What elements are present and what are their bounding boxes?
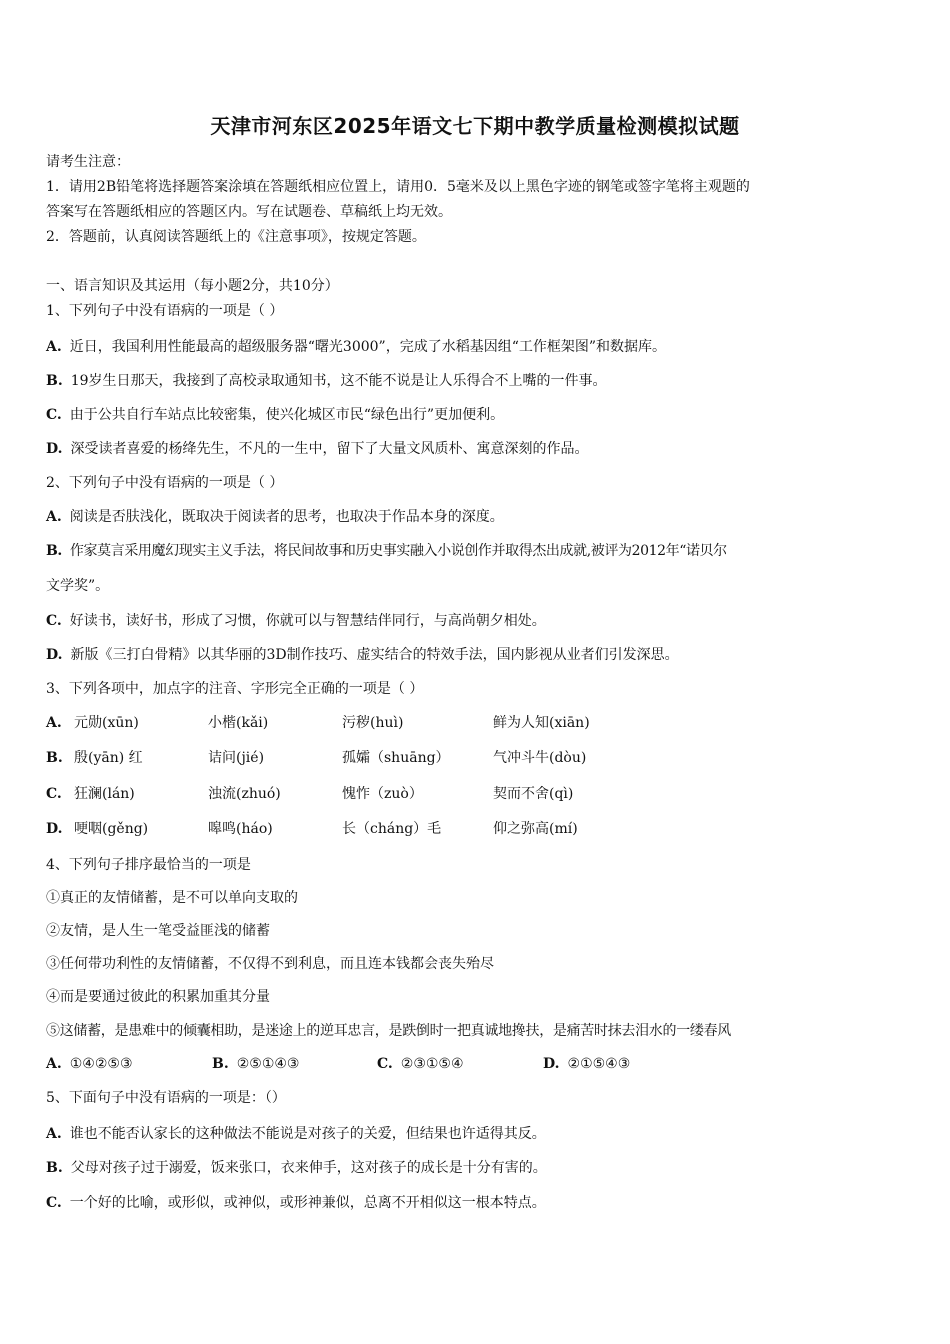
q3-row-d-c2: 嗥鸣(háo) bbox=[208, 821, 273, 837]
q3-row-a-c3: 污秽(huì) bbox=[342, 715, 404, 731]
q3-row-d-tag: D. bbox=[46, 821, 63, 837]
page-title: 天津市河东区2025年语文七下期中教学质量检测模拟试题 bbox=[210, 114, 740, 138]
option-tag: A. bbox=[46, 1126, 62, 1142]
notice-heading: 请考生注意： bbox=[46, 154, 130, 170]
option-text: ②①⑤④③ bbox=[567, 1056, 631, 1072]
option-text: 作家莫言采用魔幻现实主义手法，将民间故事和历史事实融入小说创作并取得杰出成就,被评为2012年“诺贝尔 bbox=[69, 543, 727, 559]
option-tag: C. bbox=[377, 1056, 393, 1072]
q3-row-c-c4: 契而不舍(qì) bbox=[493, 786, 574, 802]
q4-sentence-3: ③任何带功利性的友情储蓄，不仅得不到利息，而且连本钱都会丧失殆尽 bbox=[46, 956, 494, 972]
option-text: ②③①⑤④ bbox=[400, 1056, 464, 1072]
option-text: 新版《三打白骨精》以其华丽的3D制作技巧、虚实结合的特效手法，国内影视从业者们引发深思。 bbox=[70, 647, 679, 663]
option-text: 一个好的比喻，或形似，或神似，或形神兼似，总离不开相似这一根本特点。 bbox=[69, 1195, 546, 1211]
option-tag: A. bbox=[46, 339, 62, 355]
option-tag: B. bbox=[212, 1056, 229, 1072]
q5-option-a bbox=[46, 1124, 546, 1144]
question-1-stem: 1、下列句子中没有语病的一项是（ ） bbox=[46, 303, 284, 319]
section-heading: 一、语言知识及其运用（每小题2分，共10分） bbox=[46, 278, 339, 294]
option-text: 好读书，读好书，形成了习惯，你就可以与智慧结伴同行，与高尚朝夕相处。 bbox=[69, 613, 546, 629]
q2-option-b-continued: 文学奖”。 bbox=[46, 578, 110, 594]
option-text: 深受读者喜爱的杨绛先生，不凡的一生中，留下了大量文风质朴、寓意深刻的作品。 bbox=[70, 441, 589, 457]
notice-item-2: 2．答题前，认真阅读答题纸上的《注意事项》，按规定答题。 bbox=[46, 229, 426, 245]
q2-option-b bbox=[46, 541, 727, 561]
q3-row-c-c2: 浊流(zhuó) bbox=[208, 786, 281, 802]
question-5-stem: 5、下面句子中没有语病的一项是：（） bbox=[46, 1090, 286, 1106]
q3-row-c-tag: C. bbox=[46, 786, 62, 802]
q1-option-a bbox=[46, 337, 666, 357]
q4-sentence-2: ②友情，是人生一笔受益匪浅的储蓄 bbox=[46, 923, 270, 939]
q3-row-b-c2: 诘问(jié) bbox=[208, 750, 265, 766]
option-tag: D. bbox=[46, 441, 63, 457]
q5-option-c bbox=[46, 1193, 546, 1213]
q3-row-c-c3: 愧怍（zuò） bbox=[342, 786, 423, 802]
option-tag: C. bbox=[46, 613, 62, 629]
q3-row-b-c1: 殷(yān) 红 bbox=[74, 750, 143, 766]
option-text: 19岁生日那天，我接到了高校录取通知书，这不能不说是让人乐得合不上嘴的一件事。 bbox=[70, 373, 607, 389]
option-tag: B. bbox=[46, 373, 63, 389]
option-tag: C. bbox=[46, 1195, 62, 1211]
q3-row-a-c2: 小楷(kǎi) bbox=[208, 715, 269, 731]
option-text: ②⑤①④③ bbox=[236, 1056, 300, 1072]
q2-option-c bbox=[46, 611, 546, 631]
q2-option-a bbox=[46, 507, 504, 527]
q4-option-d bbox=[543, 1054, 630, 1074]
option-tag: A. bbox=[46, 509, 62, 525]
q3-row-b-c4: 气冲斗牛(dòu) bbox=[493, 750, 587, 766]
q3-row-c-c1: 狂澜(lán) bbox=[74, 786, 135, 802]
q3-row-b-c3: 孤孀（shuāng） bbox=[342, 750, 450, 766]
q1-option-c bbox=[46, 405, 504, 425]
q1-option-b bbox=[46, 371, 607, 391]
option-text: 谁也不能否认家长的这种做法不能说是对孩子的关爱，但结果也许适得其反。 bbox=[69, 1126, 546, 1142]
q4-sentence-4: ④而是要通过彼此的积累加重其分量 bbox=[46, 989, 270, 1005]
q3-row-d-c3: 长（cháng）毛 bbox=[342, 821, 442, 837]
option-tag: B. bbox=[46, 543, 62, 559]
option-text: 近日，我国利用性能最高的超级服务器“曙光3000”，完成了水稻基因组“工作框架图”和数据库。 bbox=[69, 339, 667, 355]
q5-option-b bbox=[46, 1158, 547, 1178]
q3-row-a-tag: A. bbox=[46, 715, 62, 731]
q4-option-b bbox=[212, 1054, 299, 1074]
q2-option-d bbox=[46, 645, 679, 665]
q1-option-d bbox=[46, 439, 589, 459]
q4-sentence-5: ⑤这储蓄，是患难中的倾囊相助，是迷途上的逆耳忠言，是跌倒时一把真诚地搀扶，是痛苦时抹去泪水的一缕春风 bbox=[46, 1023, 731, 1039]
question-4-stem: 4、下列句子排序最恰当的一项是 bbox=[46, 857, 251, 873]
option-tag: B. bbox=[46, 1160, 63, 1176]
question-3-stem: 3、下列各项中，加点字的注音、字形完全正确的一项是（ ） bbox=[46, 681, 424, 697]
option-tag: C. bbox=[46, 407, 62, 423]
option-tag: D. bbox=[543, 1056, 560, 1072]
option-text: 阅读是否肤浅化，既取决于阅读者的思考，也取决于作品本身的深度。 bbox=[69, 509, 504, 525]
q3-row-d-c4: 仰之弥高(mí) bbox=[493, 821, 578, 837]
q4-option-a bbox=[46, 1054, 133, 1074]
notice-item-1a: 1．请用2B铅笔将选择题答案涂填在答题纸相应位置上，请用0．5毫米及以上黑色字迹的钢笔或签字笔将主观题的 bbox=[46, 179, 750, 195]
option-tag: D. bbox=[46, 647, 63, 663]
option-text: 父母对孩子过于溺爱，饭来张口，衣来伸手，这对孩子的成长是十分有害的。 bbox=[70, 1160, 547, 1176]
q3-row-d-c1: 哽咽(gěng) bbox=[74, 821, 149, 837]
q3-row-a-c4: 鲜为人知(xiān) bbox=[493, 715, 590, 731]
q4-sentence-1: ①真正的友情储蓄，是不可以单向支取的 bbox=[46, 890, 298, 906]
option-tag: A. bbox=[46, 1056, 62, 1072]
question-2-stem: 2、下列句子中没有语病的一项是（ ） bbox=[46, 475, 284, 491]
notice-item-1b: 答案写在答题纸相应的答题区内。写在试题卷、草稿纸上均无效。 bbox=[46, 204, 452, 220]
q4-option-c bbox=[377, 1054, 464, 1074]
q3-row-b-tag: B. bbox=[46, 750, 63, 766]
option-text: 由于公共自行车站点比较密集，使兴化城区市民“绿色出行”更加便利。 bbox=[69, 407, 505, 423]
q3-row-a-c1: 元勋(xūn) bbox=[74, 715, 139, 731]
option-text: ①④②⑤③ bbox=[69, 1056, 133, 1072]
